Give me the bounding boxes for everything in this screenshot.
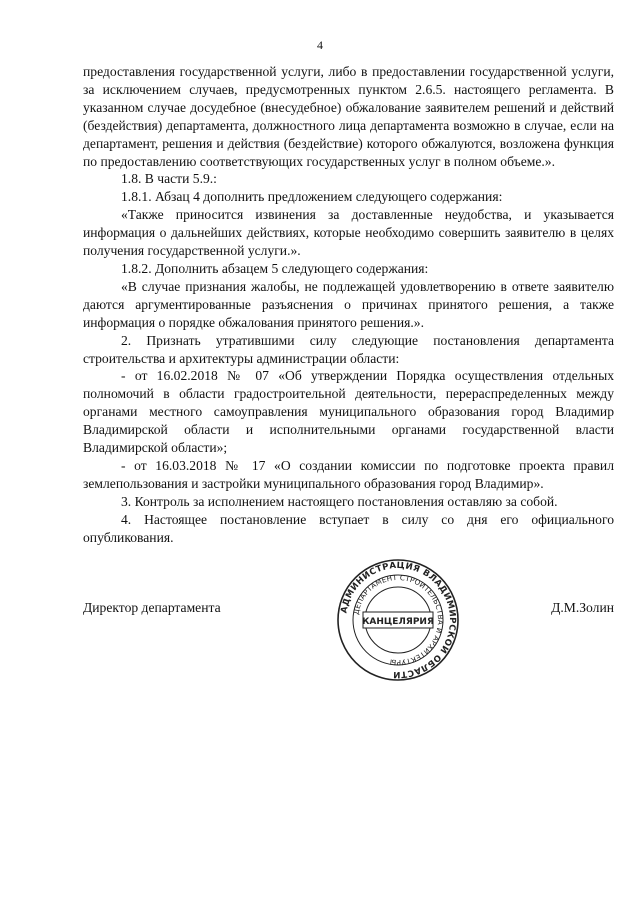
paragraph-11: 4. Настоящее постановление вступает в силу со дня его официального опубликования. <box>83 511 614 545</box>
paragraph-4: «Также приносится извинения за доставленные неудобства, и указывается информация о дальнейших действиях, которые необходимо совершить заявителю в целях получения государственной услуги.». <box>83 207 614 259</box>
paragraph-6: «В случае признания жалобы, не подлежащей удовлетворению в ответе заявителю даются аргументированные разъяснения о причинах принятого решения, а также информация о порядке обжалования принятого решения.». <box>83 278 614 330</box>
paragraph-8: - от 16.02.2018 № 07 «Об утверждении Порядка осуществления отдельных полномочий в области градостроительной деятельности, перераспределенных между органами местного самоуправления муниципального образования город Владимир Владимирской области и исполнительными органами государственной власти Владимирской области»; <box>83 368 614 456</box>
signatory-role: Директор департамента <box>83 600 221 615</box>
paragraph-9: - от 16.03.2018 № 17 «О создании комиссии по подготовке проекта правил землепользования и застройки муниципального образования город Владимир». <box>83 457 614 491</box>
paragraph-7: 2. Признать утратившими силу следующие постановления департамента строительства и архитектуры администрации области: <box>83 332 614 366</box>
signatory-name: Д.М.Золин <box>551 600 614 615</box>
paragraph-1: предоставления государственной услуги, либо в предоставлении государственной услуги, за исключением случаев, предусмотренных пунктом 2.6.5. настоящего регламента. В указанном случае досудебное (внесудебное) обжалование заявителем решений и действий (бездействия) департамента, должностного лица департамента возможно в случае, если на департамент, решения и действия (бездействие) которого обжалуются, возложена функция по предоставлению соответствующих государственных услуг в полном объеме.». <box>83 64 614 169</box>
paragraph-10: 3. Контроль за исполнением настоящего постановления оставляю за собой. <box>121 493 558 509</box>
office-stamp <box>336 558 460 682</box>
stamp-inner-text: ДЕПАРТАМЕНТ СТРОИТЕЛЬСТВА И АРХИТЕКТУРЫ <box>351 572 446 668</box>
stamp-center-text: КАНЦЕЛЯРИЯ <box>362 617 434 627</box>
stamp-outer-text: АДМИНИСТРАЦИЯ ВЛАДИМИРСКОЙ ОБЛАСТИ <box>339 560 458 680</box>
paragraph-3: 1.8.1. Абзац 4 дополнить предложением следующего содержания: <box>121 189 503 205</box>
paragraph-2: 1.8. В части 5.9.: <box>121 171 217 187</box>
document-body <box>83 63 614 546</box>
page-number: 4 <box>317 38 323 52</box>
paragraph-5: 1.8.2. Дополнить абзацем 5 следующего содержания: <box>121 260 429 276</box>
